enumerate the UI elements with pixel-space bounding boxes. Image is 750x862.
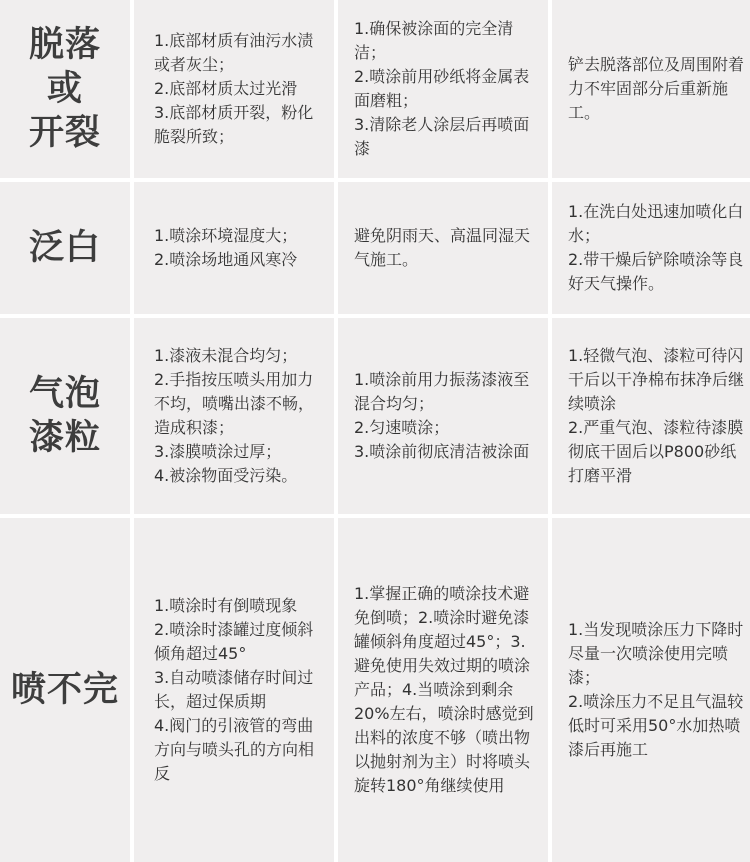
- solution-bubbles-particles: 1.轻微气泡、漆粒可待闪干后以干净棉布抹净后继续喷涂 2.严重气泡、漆粒待漆膜彻底干固后以P800砂纸打磨平滑: [552, 318, 750, 514]
- prevention-bubbles-particles: 1.喷涂前用力振荡漆液至混合均匀； 2.匀速喷涂； 3.喷涂前彻底清洁被涂面: [338, 318, 548, 514]
- solution-whitening: 1.在洗白处迅速加喷化白水； 2.带干燥后铲除喷涂等良好天气操作。: [552, 182, 750, 314]
- prevention-peeling-cracking: 1.确保被涂面的完全清洁； 2.喷涂前用砂纸将金属表面磨粗； 3.清除老人涂层后再喷面漆: [338, 0, 548, 178]
- prevention-whitening: 避免阴雨天、高温同湿天气施工。: [338, 182, 548, 314]
- solution-cannot-finish-spray: 1.当发现喷涂压力下降时尽量一次喷涂使用完喷漆； 2.喷涂压力不足且气温较低时可采用50°水加热喷漆后再施工: [552, 518, 750, 862]
- solution-peeling-cracking: 铲去脱落部位及周围附着力不牢固部分后重新施工。: [552, 0, 750, 178]
- cause-cannot-finish-spray: 1.喷涂时有倒喷现象 2.喷涂时漆罐过度倾斜倾角超过45° 3.自动喷漆储存时间过长，超过保质期 4.阀门的引液管的弯曲方向与喷头孔的方向相反: [134, 518, 334, 862]
- cause-whitening: 1.喷涂环境湿度大； 2.喷涂场地通风寒冷: [134, 182, 334, 314]
- prevention-cannot-finish-spray: 1.掌握正确的喷涂技术避免倒喷；2.喷涂时避免漆罐倾斜角度超过45°；3.避免使用失效过期的喷涂产品；4.当喷涂到剩余20%左右，喷涂时感觉到出料的浓度不够（喷出物以抛射剂为主）时将喷头旋转180°角继续使用: [338, 518, 548, 862]
- cause-peeling-cracking: 1.底部材质有油污水渍或者灰尘； 2.底部材质太过光滑 3.底部材质开裂，粉化脆裂所致；: [134, 0, 334, 178]
- cause-bubbles-particles: 1.漆液未混合均匀； 2.手指按压喷头用加力不均，喷嘴出漆不畅，造成积漆； 3.漆膜喷涂过厚； 4.被涂物面受污染。: [134, 318, 334, 514]
- problem-cannot-finish-spray: 喷不完: [0, 518, 130, 862]
- problem-whitening: 泛白: [0, 182, 130, 314]
- problem-bubbles-particles: 气泡 漆粒: [0, 318, 130, 514]
- problem-peeling-cracking: 脱落 或 开裂: [0, 0, 130, 178]
